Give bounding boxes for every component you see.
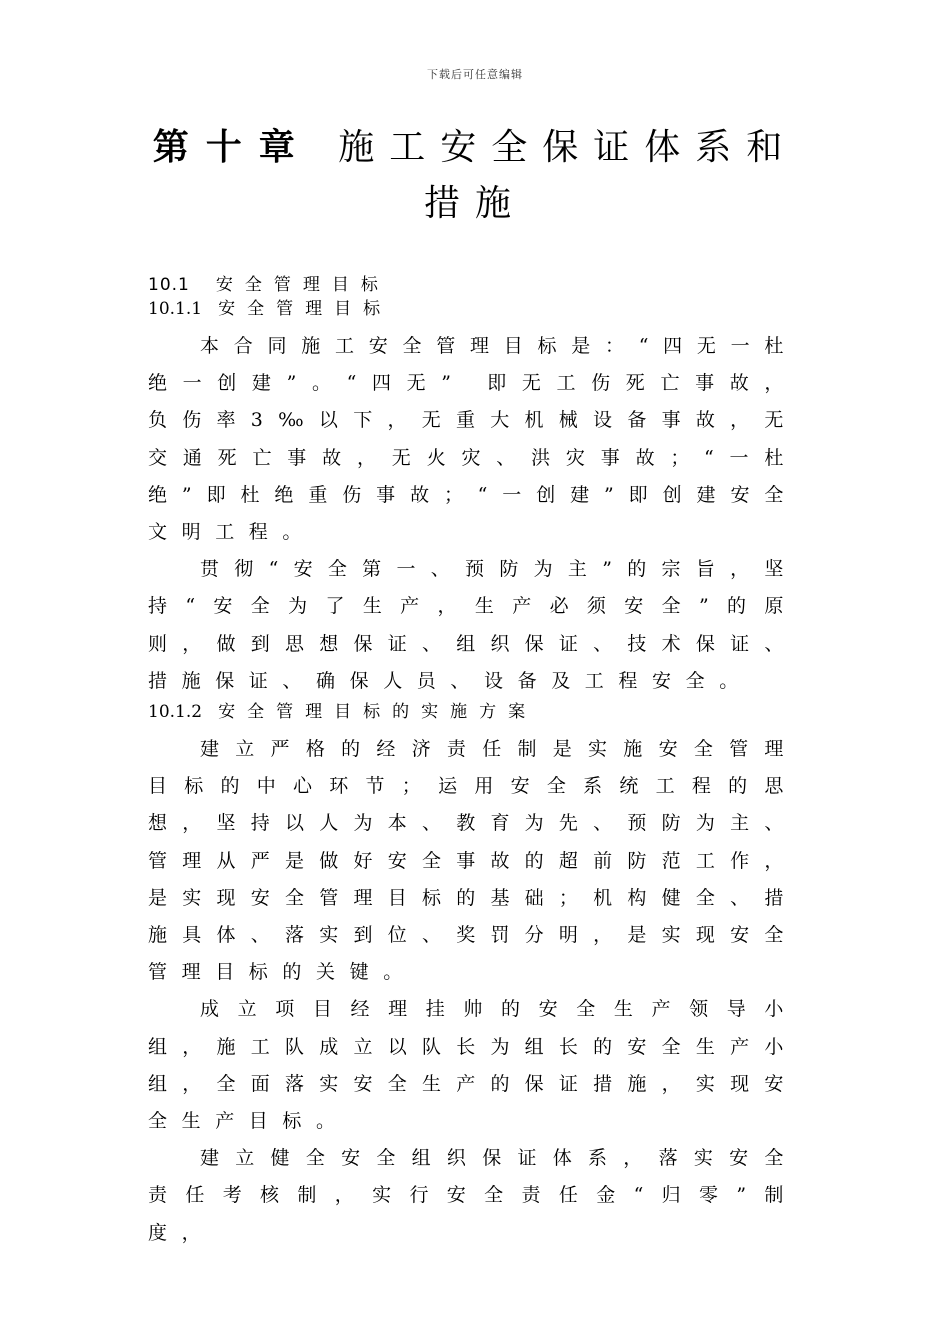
chapter-title <box>150 120 800 232</box>
section-title: 安全管理目标 <box>218 299 393 319</box>
section-number: 10.1.2 <box>148 702 203 723</box>
document-body <box>148 273 798 1252</box>
paragraph: 成立项目经理挂帅的安全生产领导小组，施工队成立以队长为组长的安全生产小组，全面落实安全生产的保证措施，实现安全生产目标。 <box>148 998 798 1133</box>
paragraph: 本合同施工安全管理目标是：“四无一杜绝一创建”。“四无” 即无工伤死亡事故，负伤率3‰以下，无重大机械设备事故，无交通死亡事故，无火灾、洪灾事故；“一杜绝”即杜绝重伤事故；“一创建”即创建安全文明工程。 <box>148 335 798 544</box>
header-note: 下载后可任意编辑 <box>427 68 523 81</box>
paragraph: 建立健全安全组织保证体系，落实安全责任考核制，实行安全责任金“归零”制度， <box>148 1147 798 1244</box>
section-title: 安全管理目标 <box>215 275 390 295</box>
paragraph: 贯彻“安全第一、预防为主”的宗旨，坚持“安全为了生产，生产必须安全”的原则，做到思想保证、组织保证、技术保证、措施保证、确保人员、设备及工程安全。 <box>148 558 798 692</box>
paragraph: 建立严格的经济责任制是实施安全管理目标的中心环节；运用安全系统工程的思想，坚持以人为本、教育为先、预防为主、管理从严是做好安全事故的超前防范工作，是实现安全管理目标的基础；机构健全、措施具体、落实到位、奖罚分明，是实现安全管理目标的关键。 <box>148 738 798 984</box>
chapter-number: 第十章 <box>152 127 312 168</box>
section-number: 10.1.1 <box>148 299 203 319</box>
section-heading-10-1 <box>148 273 798 297</box>
section-number: 10.1 <box>148 275 190 295</box>
section-heading-10-1-1 <box>148 297 798 321</box>
section-title: 安全管理目标的实施方案 <box>218 702 538 723</box>
chapter-title-text: 施工安全保证体系和 <box>338 127 798 168</box>
section-heading-10-1-2 <box>148 700 798 724</box>
chapter-title-line-2: 措施 <box>423 183 526 224</box>
chapter-title-line-1 <box>150 120 800 176</box>
